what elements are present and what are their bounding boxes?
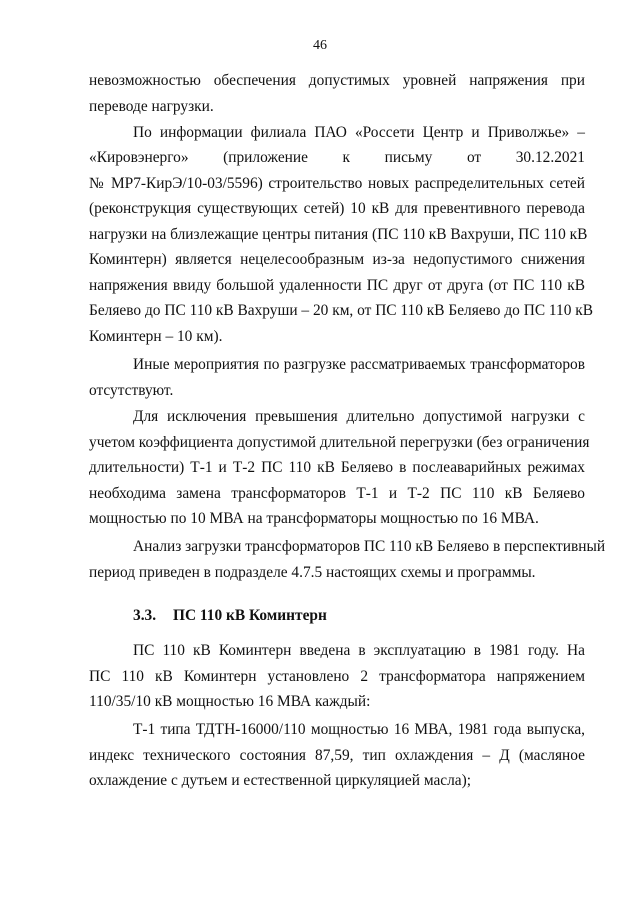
text-line: Для исключения превышения длительно допустимой нагрузки с <box>133 408 585 425</box>
text-line: учетом коэффициента допустимой длительной перегрузки (без ограничения <box>89 434 590 451</box>
text-line: (реконструкция существующих сетей) 10 кВ для превентивного перевода <box>89 200 585 217</box>
text-line: индекс технического состояния 87,59, тип охлаждения – Д (масляное <box>89 747 585 764</box>
section-heading <box>133 607 585 625</box>
text-line: переводе нагрузки. <box>89 98 214 115</box>
text-line: Анализ загрузки трансформаторов ПС 110 кВ Беляево в перспективный <box>133 538 606 555</box>
text-line: напряжения ввиду большой удаленности ПС друг от друга (от ПС 110 кВ <box>89 277 585 294</box>
text-line: невозможностью обеспечения допустимых уровней напряжения при <box>89 72 585 89</box>
text-line: длительности) Т-1 и Т-2 ПС 110 кВ Беляево в послеаварийных режимах <box>89 459 585 476</box>
text-line: ПС 110 кВ Коминтерн введена в эксплуатацию в 1981 году. На <box>133 642 585 659</box>
text-line: нагрузки на близлежащие центры питания (ПС 110 кВ Вахруши, ПС 110 кВ <box>89 226 588 243</box>
text-line: Беляево до ПС 110 кВ Вахруши – 20 км, от ПС 110 кВ Беляево до ПС 110 кВ <box>89 302 594 319</box>
text-line: Коминтерн) является нецелесообразным из-за недопустимого снижения <box>89 251 585 268</box>
page-number: 46 <box>313 38 327 53</box>
text-line: «Кировэнерго» (приложение к письму от 30.12.2021 <box>89 149 585 166</box>
text-line: ПС 110 кВ Коминтерн установлено 2 трансформатора напряжением <box>89 668 585 685</box>
section-number: 3.3. <box>133 607 157 624</box>
text-line: охлаждение с дутьем и естественной циркуляцией масла); <box>89 772 472 789</box>
text-line: 110/35/10 кВ мощностью 16 МВА каждый: <box>89 693 371 710</box>
text-line: необходима замена трансформаторов Т-1 и Т-2 ПС 110 кВ Беляево <box>89 485 585 502</box>
text-line: период приведен в подразделе 4.7.5 настоящих схемы и программы. <box>89 564 536 581</box>
text-line: мощностью по 10 МВА на трансформаторы мощностью по 16 МВА. <box>89 510 539 527</box>
text-line: № МР7-КирЭ/10-03/5596) строительство новых распределительных сетей <box>89 175 585 192</box>
text-line: Коминтерн – 10 км). <box>89 328 223 345</box>
section-title: ПС 110 кВ Коминтерн <box>173 607 327 624</box>
text-line: отсутствуют. <box>89 382 174 399</box>
text-line: Т-1 типа ТДТН-16000/110 мощностью 16 МВА, 1981 года выпуска, <box>133 721 585 738</box>
text-line: Иные мероприятия по разгрузке рассматриваемых трансформаторов <box>133 356 585 373</box>
text-line: По информации филиала ПАО «Россети Центр и Приволжье» – <box>133 124 585 141</box>
